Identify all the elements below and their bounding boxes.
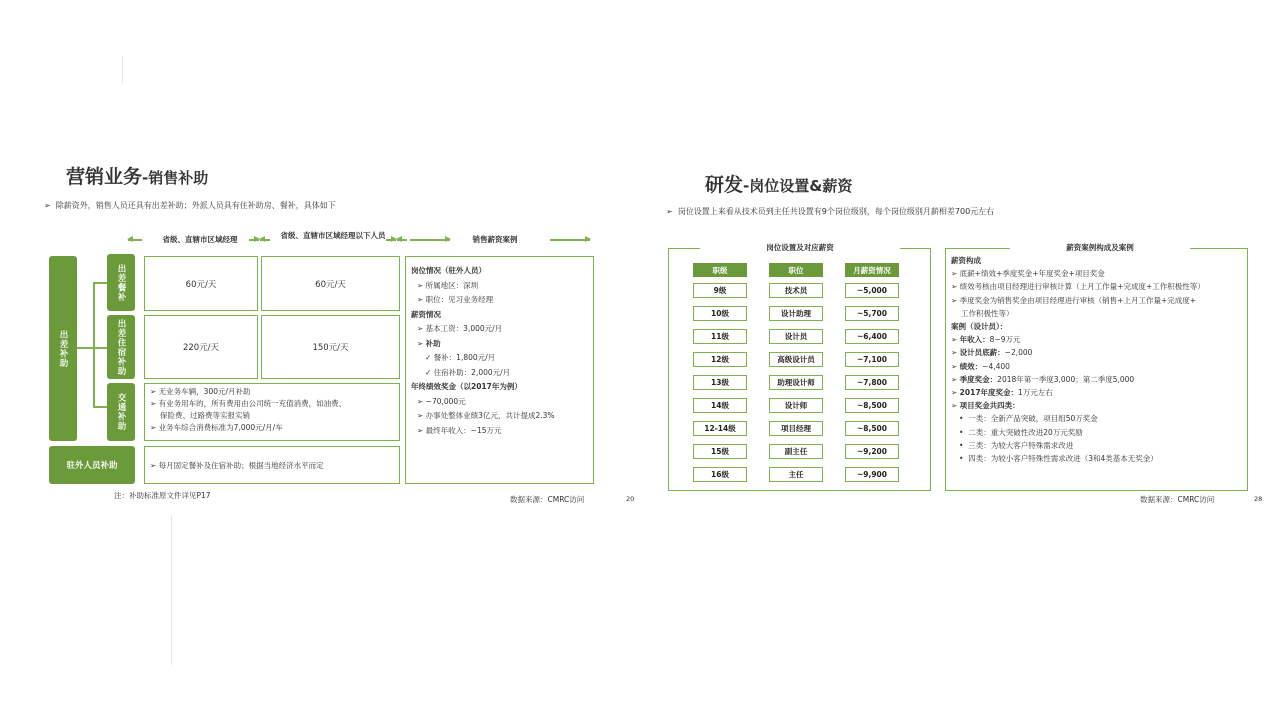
header-arrow-mid2: [260, 239, 270, 241]
salary-structure-title: 薪资案例构成及案例: [1010, 243, 1190, 252]
col-header-staff: 省级、直辖市区域经理以下人员: [280, 231, 386, 240]
row-salary: ~9,200: [845, 444, 899, 459]
slide1-footnote: 注：补助标准原文件详见P17: [114, 491, 211, 500]
slide2-title: 研发-岗位设置&薪资: [705, 174, 853, 196]
slide1-page-number: 20: [626, 495, 635, 503]
slide1-source: 数据来源：CMRC访问: [510, 495, 585, 504]
header-arrow-case-left: [410, 239, 450, 241]
header-arrow-mid4: [397, 239, 407, 241]
col-header-manager: 省级、直辖市区域经理: [162, 235, 238, 244]
row-salary: ~5,700: [845, 306, 899, 321]
slide2-source: 数据来源：CMRC访问: [1140, 495, 1215, 504]
lodging-allowance-label: 出差住宿补助: [107, 315, 135, 379]
row-position: 设计师: [769, 398, 823, 413]
connector-1: [93, 282, 107, 284]
row-level: 13级: [693, 375, 747, 390]
connector-vertical: [93, 282, 95, 407]
meal-manager-value: 60元/天: [144, 256, 258, 311]
row-salary: ~8,500: [845, 398, 899, 413]
meal-staff-value: 60元/天: [261, 256, 400, 311]
col-header-salary: 月薪资情况: [845, 263, 899, 277]
row-salary: ~7,800: [845, 375, 899, 390]
transport-allowance-label: 交通补助: [107, 383, 135, 441]
transport-list: ➢ 无业务车辆，300元/月补助 ➢ 有业务用车的，所有费用由公司统一充值消费，如油费、 保险费、过路费等实报实销 ➢ 业务车综合消费标准为7,000元/月/车: [150, 387, 347, 432]
connector-2: [93, 347, 107, 349]
connector-main: [77, 347, 93, 349]
row-salary: ~6,400: [845, 329, 899, 344]
connector-3: [93, 406, 107, 408]
row-position: 设计员: [769, 329, 823, 344]
slide2-intro: ➢ 岗位设置上来看从技术员到主任共设置有9个岗位级别，每个岗位级别月薪相差700元左右: [666, 207, 995, 216]
expat-allowance-label: 驻外人员补助: [49, 446, 135, 484]
col-header-level: 职级: [693, 263, 747, 277]
travel-allowance-label: 出差补助: [49, 256, 77, 441]
divider-line-bottom: [171, 515, 172, 665]
col-header-case: 销售薪资案例: [472, 235, 518, 244]
row-salary: ~5,000: [845, 283, 899, 298]
position-table-title: 岗位设置及对应薪资: [700, 243, 900, 252]
row-salary: ~7,100: [845, 352, 899, 367]
row-level: 14级: [693, 398, 747, 413]
slide1-intro: ➢ 除薪资外，销售人员还具有出差补助；外派人员具有住补助房、餐补，具体如下: [44, 201, 336, 210]
row-position: 助理设计师: [769, 375, 823, 390]
row-level: 12-14级: [693, 421, 747, 436]
row-position: 技术员: [769, 283, 823, 298]
expat-text: ➢ 每月固定餐补及住宿补助；根据当地经济水平而定: [150, 461, 324, 470]
row-salary: ~9,900: [845, 467, 899, 482]
col-header-position: 职位: [769, 263, 823, 277]
row-salary: ~8,500: [845, 421, 899, 436]
salary-structure-content: 薪资构成 ➢ 底薪+绩效+季度奖金+年度奖金+项目奖金 ➢ 绩效考核由项目经理进行审核计算（上月工作量+完成度+工作积极性等） ➢ 季度奖金为销售奖金由项目经理进行审核（销售+上月工作量+完成度+ 工作积极性等） 案例（设计员）： ➢ 年收入：8~9万元 ➢ 设计员底薪：~2,000 ➢ 绩效：~4,400 ➢ 季度奖金：2018年第一季度3,000；第二季度5,000 ➢ 2017年度奖金：1万元左右 ➢ 项目奖金共四类： • 一类：全新产品突破，项目组50万奖金 • 二类：重大突破性改进20万元奖励 • 三类：为较大客户特殊需求改进 • 四类：为较小客户特殊性需求改进（3和4类基本无奖金）: [951, 256, 1205, 464]
row-level: 16级: [693, 467, 747, 482]
salary-case-content: 岗位情况（驻外人员） ➢ 所属地区：深圳 ➢ 职位：见习业务经理 薪资情况 ➢ 基本工资：3,000元/月 ➢ 补助 ✓ 餐补：1,800元/月 ✓ 住宿补助：2,000元/月 年终绩效奖金（以2017年为例） ➢ ~70,000元 ➢ 办事处整体业绩3亿元，共计提成2.3% ➢ 最终年收入：~15万元: [411, 266, 555, 435]
lodging-staff-value: 150元/天: [261, 315, 400, 379]
row-position: 主任: [769, 467, 823, 482]
row-level: 11级: [693, 329, 747, 344]
header-arrow-left: [128, 239, 142, 241]
row-level: 12级: [693, 352, 747, 367]
slide2-page-number: 28: [1254, 495, 1263, 503]
row-position: 设计助理: [769, 306, 823, 321]
row-position: 高级设计员: [769, 352, 823, 367]
header-arrow-case-right: [550, 239, 590, 241]
divider-line-top: [122, 56, 123, 84]
row-level: 10级: [693, 306, 747, 321]
row-position: 项目经理: [769, 421, 823, 436]
lodging-manager-value: 220元/天: [144, 315, 258, 379]
row-position: 副主任: [769, 444, 823, 459]
header-arrow-mid1: [249, 239, 259, 241]
row-level: 15级: [693, 444, 747, 459]
slide1-title: 营销业务-销售补助: [66, 166, 209, 188]
header-arrow-mid3: [386, 239, 396, 241]
meal-allowance-label: 出差餐补: [107, 254, 135, 311]
row-level: 9级: [693, 283, 747, 298]
